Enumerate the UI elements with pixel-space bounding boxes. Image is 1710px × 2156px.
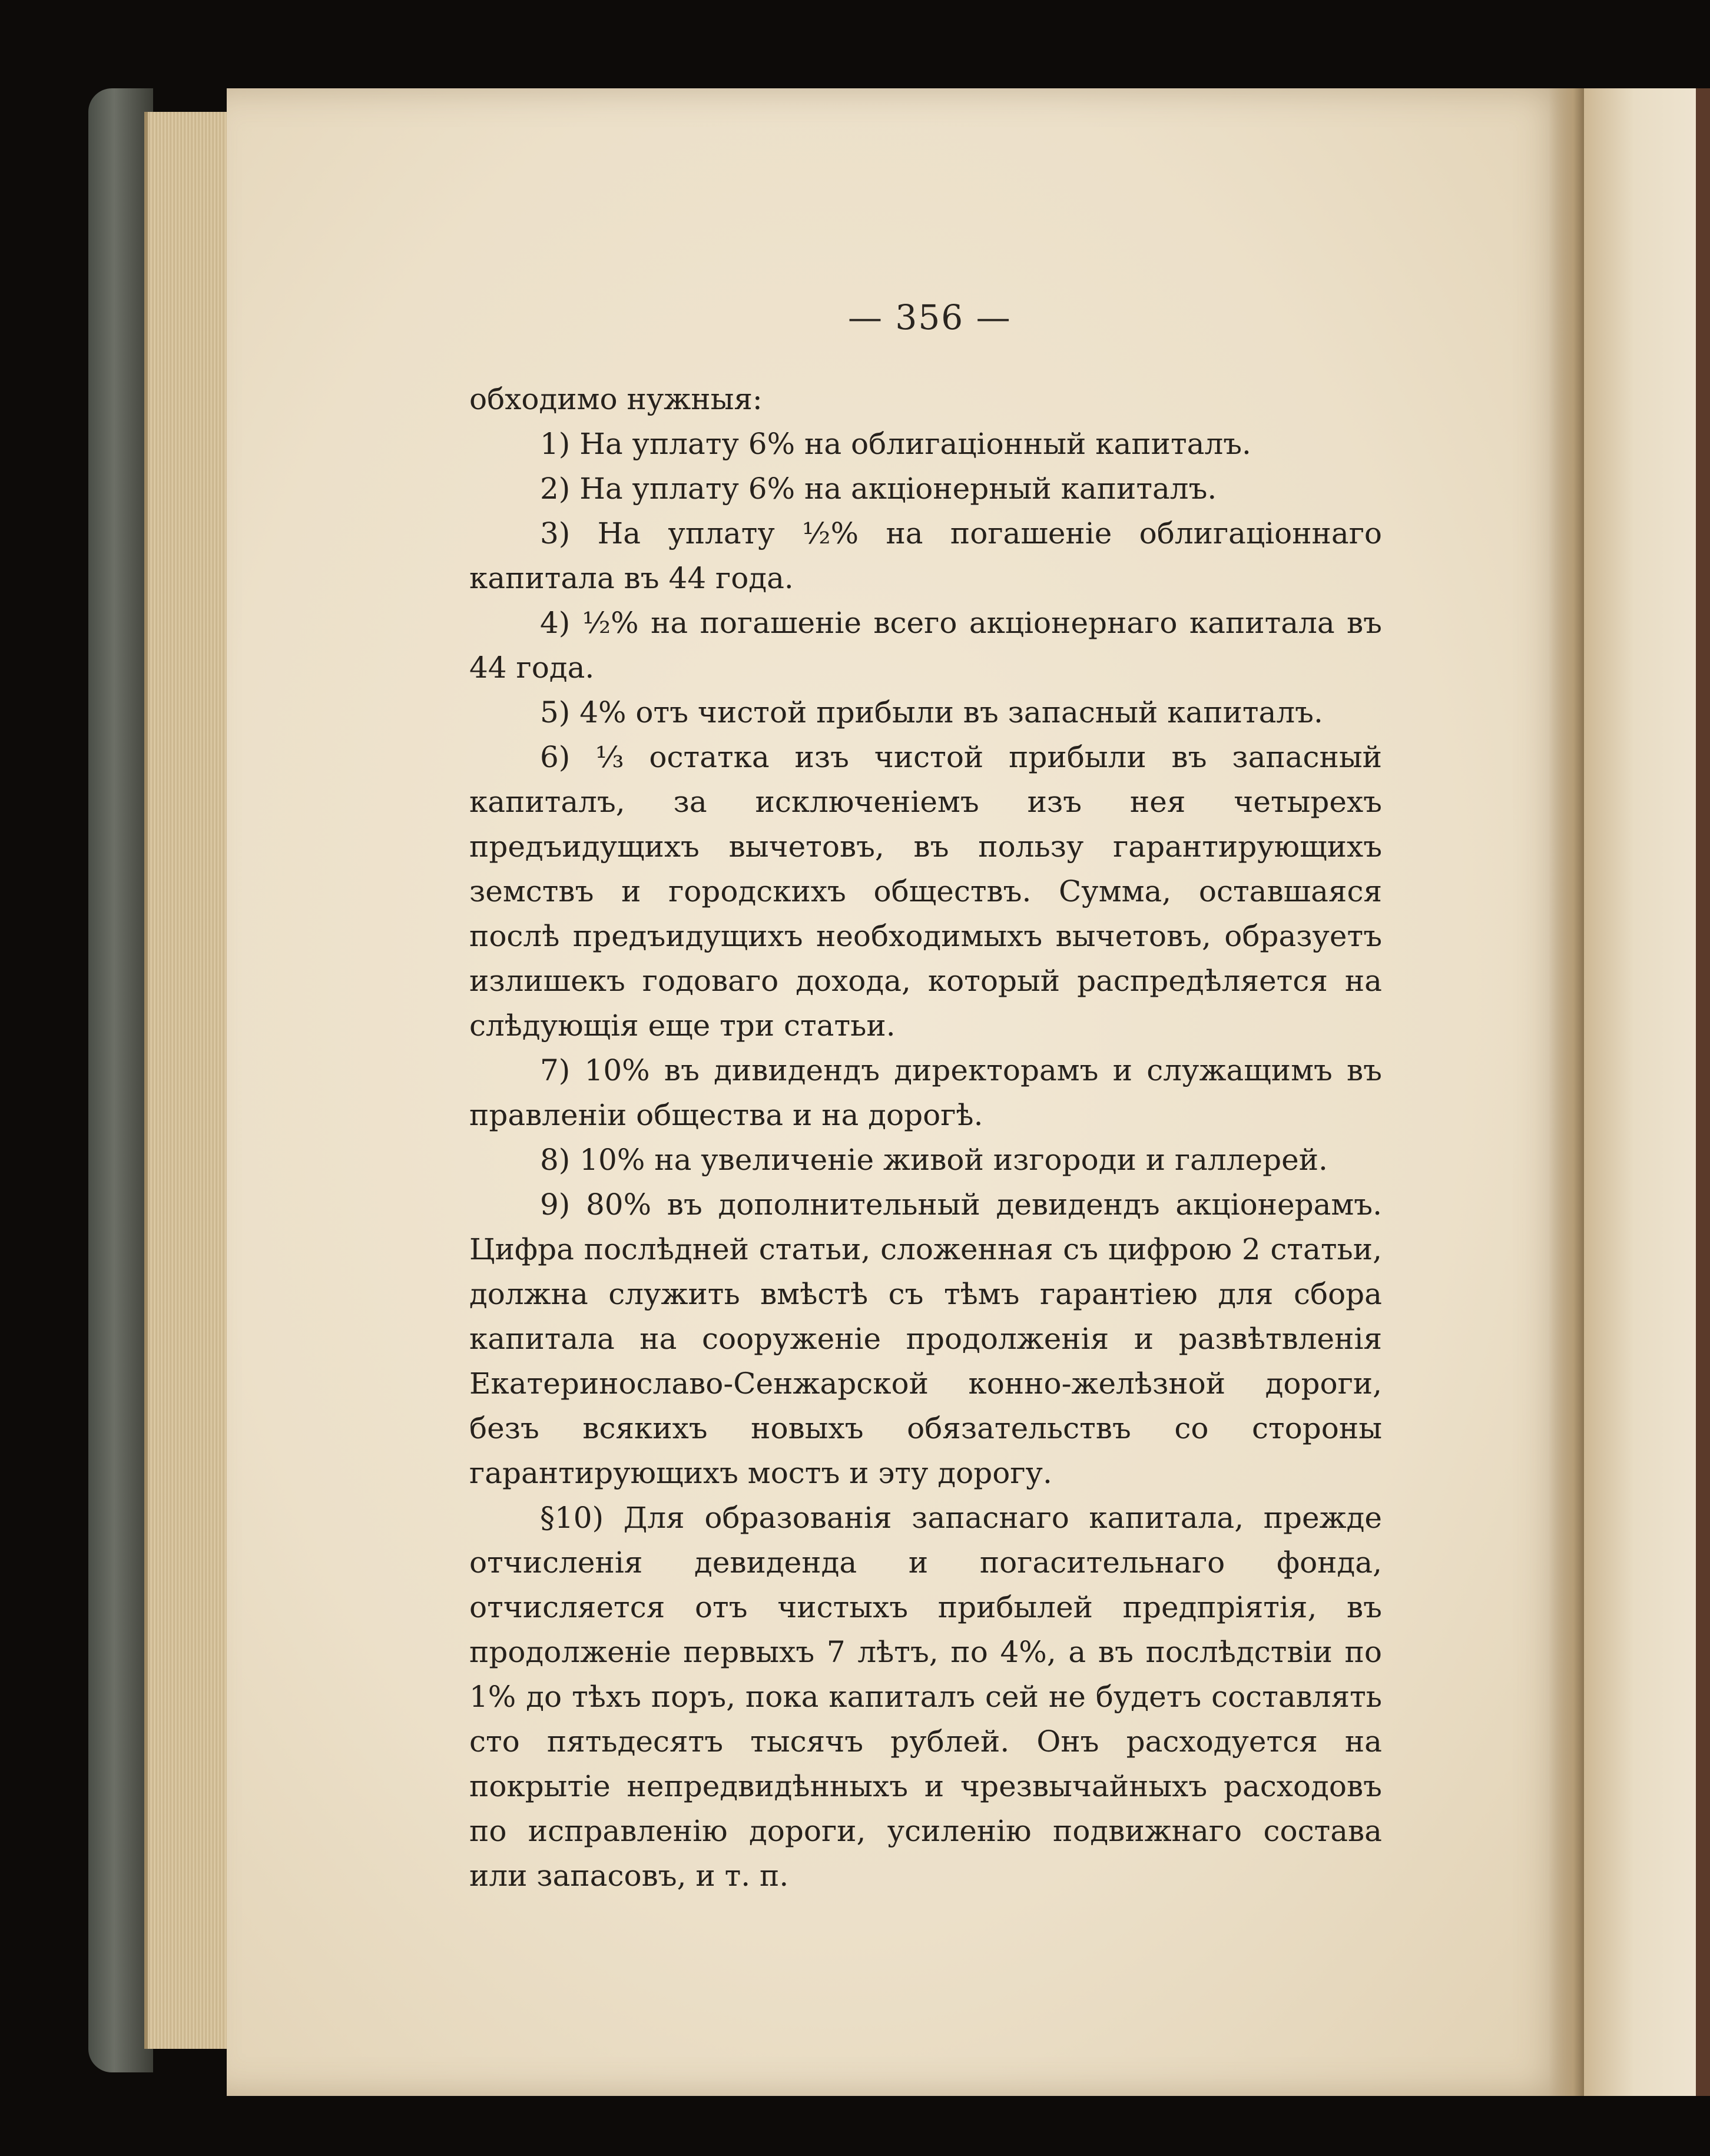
page-edges [144, 112, 236, 2049]
text-item-4: 4) ½% на погашеніе всего акціонернаго капитала въ 44 года. [469, 606, 1382, 685]
text-item-8: 8) 10% на увеличеніе живой изгороди и галлерей. [540, 1143, 1328, 1177]
text-item-7: 7) 10% въ дивидендъ директорамъ и служащимъ въ правленіи общества и на дорогѣ. [469, 1053, 1382, 1132]
text-item-9: 9) 80% въ дополнительный девидендъ акціонерамъ. Цифра послѣдней статьи, сложенная съ цифрою 2 статьи, должна служить вмѣстѣ съ тѣмъ гарантіею для сбора капитала на сооруженіе продолженія и развѣтвленія Екатеринославо-Сенжарской конно-желѣзной дороги, безъ всякихъ новыхъ обязательствъ со стороны гарантирующихъ мостъ и эту дорогу. [469, 1188, 1382, 1490]
book-gutter [1549, 88, 1584, 2096]
facing-page [1584, 88, 1710, 2096]
text-item-3: 3) На уплату ½% на погашеніе облигаціоннаго капитала въ 44 года. [469, 516, 1382, 595]
text-item-1: 1) На уплату 6% на облигаціонный капиталъ. [540, 427, 1251, 461]
facing-page-edge [1696, 88, 1710, 2096]
page-number: — 356 — [848, 297, 1012, 337]
page-text [469, 377, 1382, 1898]
text-section-10: §10) Для образованія запаснаго капитала, прежде отчисленія девиденда и погасительнаго фонда, отчисляется отъ чистыхъ прибылей предпріятія, въ продолженіе первыхъ 7 лѣтъ, по 4%, а въ послѣдствіи по 1% до тѣхъ поръ, пока капиталъ сей не будетъ составлять сто пятьдесятъ тысячъ рублей. Онъ расходуется на покрытіе непредвидѣнныхъ и чрезвычайныхъ расходовъ по исправленію дороги, усиленію подвижнаго состава или запасовъ, и т. п. [469, 1501, 1382, 1893]
text-line-0: обходимо нужныя: [469, 382, 763, 416]
text-item-5: 5) 4% отъ чистой прибыли въ запасный капиталъ. [540, 695, 1323, 729]
text-item-2: 2) На уплату 6% на акціонерный капиталъ. [540, 472, 1217, 506]
text-item-6: 6) ⅓ остатка изъ чистой прибыли въ запасный капиталъ, за исключеніемъ изъ нея четырехъ предъидущихъ вычетовъ, въ пользу гарантирующихъ земствъ и городскихъ обществъ. Сумма, оставшаяся послѣ предъидущихъ необходимыхъ вычетовъ, образуетъ излишекъ годоваго дохода, который распредѣляется на слѣдующія еще три статьи. [469, 740, 1382, 1043]
book-cover-edge [88, 88, 153, 2072]
